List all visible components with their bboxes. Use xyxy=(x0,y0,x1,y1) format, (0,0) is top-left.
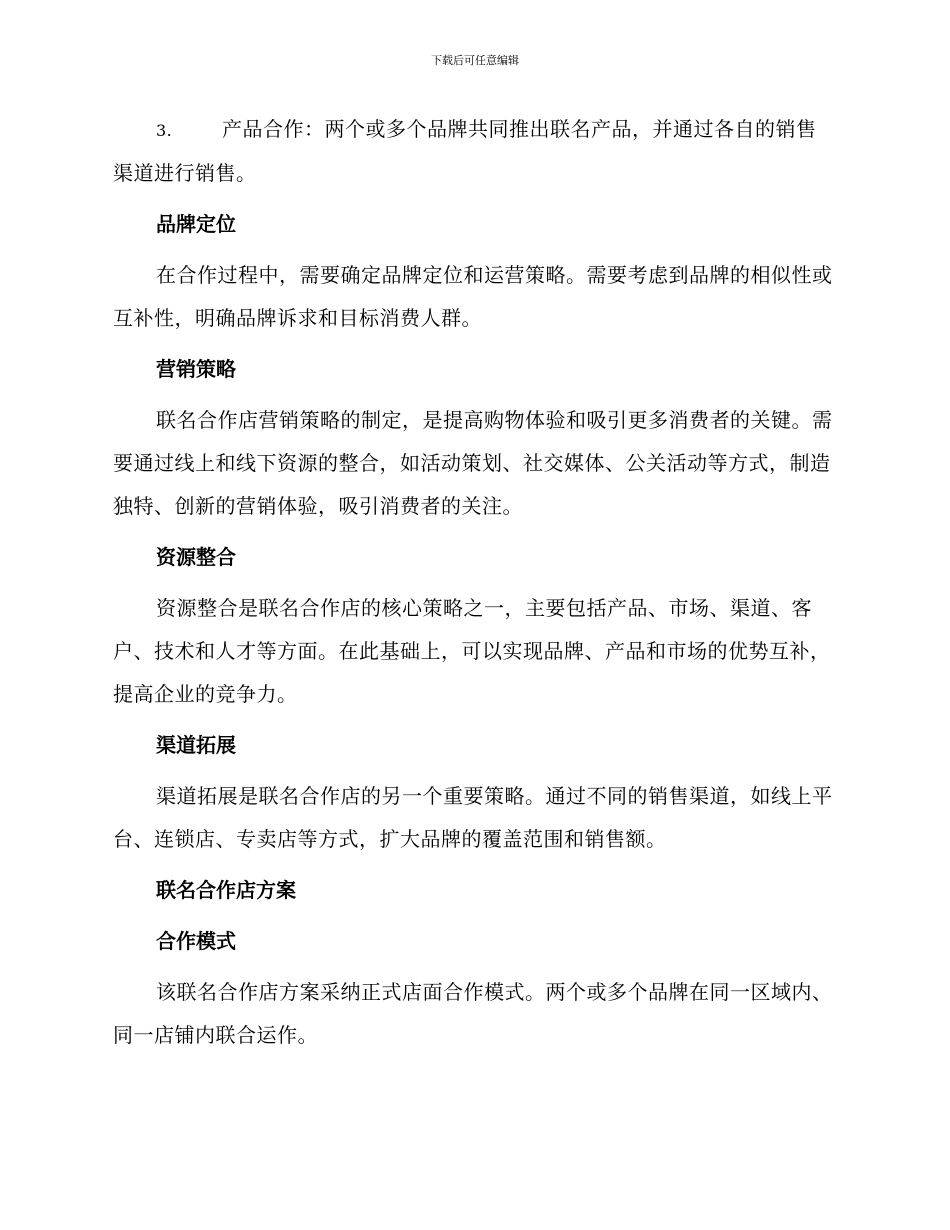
page-header: 下载后可任意编辑 xyxy=(431,54,519,67)
paragraph-cooperation-mode: 该联名合作店方案采纳正式店面合作模式。两个或多个品牌在同一区域内、同一店铺内联合运作。 xyxy=(113,980,833,1047)
heading-marketing-strategy: 营销策略 xyxy=(156,357,236,381)
heading-resource-integration: 资源整合 xyxy=(156,545,236,569)
paragraph-marketing-strategy: 联名合作店营销策略的制定，是提高购物体验和吸引更多消费者的关键。需要通过线上和线下资源的整合，如活动策划、社交媒体、公关活动等方式，制造独特、创新的营销体验，吸引消费者的关注。 xyxy=(113,408,833,518)
item-text: 产品合作：两个或多个品牌共同推出联名产品，并通过各自的销售渠道进行销售。 xyxy=(113,117,817,185)
item-number: 3. xyxy=(156,121,173,140)
heading-store-plan: 联名合作店方案 xyxy=(156,878,296,902)
document-body xyxy=(113,108,833,1065)
numbered-item-product-cooperation xyxy=(113,108,833,195)
paragraph-brand-positioning: 在合作过程中，需要确定品牌定位和运营策略。需要考虑到品牌的相似性或互补性，明确品牌诉求和目标消费人群。 xyxy=(113,263,833,330)
heading-cooperation-mode: 合作模式 xyxy=(156,929,236,953)
paragraph-channel-expansion: 渠道拓展是联名合作店的另一个重要策略。通过不同的销售渠道，如线上平台、连锁店、专卖店等方式，扩大品牌的覆盖范围和销售额。 xyxy=(113,784,833,851)
heading-brand-positioning: 品牌定位 xyxy=(156,212,236,236)
paragraph-resource-integration: 资源整合是联名合作店的核心策略之一，主要包括产品、市场、渠道、客户、技术和人才等方面。在此基础上，可以实现品牌、产品和市场的优势互补，提高企业的竞争力。 xyxy=(113,596,831,706)
heading-channel-expansion: 渠道拓展 xyxy=(156,733,236,757)
